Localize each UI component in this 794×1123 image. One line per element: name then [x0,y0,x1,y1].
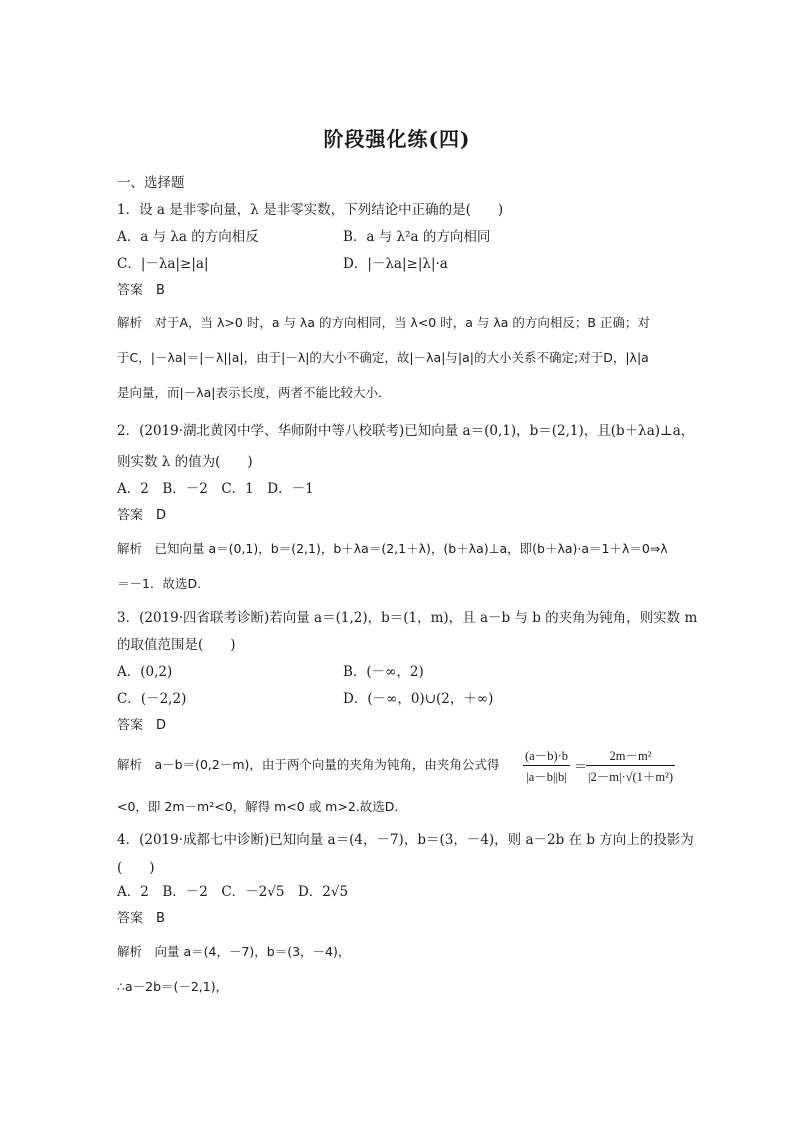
q2-stem-line1: 2．(2019·湖北黄冈中学、华师附中等八校联考)已知向量 a＝(0,1)，b＝(2,1)，且(b＋λa)⊥a， [117,423,695,439]
q4-solution-line2: ∴a－2b＝(－2,1)， [117,979,229,994]
q3-fraction-right [586,746,675,785]
q3-fraction-left-denominator: |a－b||b| [526,770,567,784]
q3-stem-line2: 的取值范围是( ) [117,637,236,653]
q1-solution-line1: 解析 对于A，当 λ>0 时，a 与 λa 的方向相同，当 λ<0 时，a 与 λa 的方向相反；B 正确；对 [117,315,650,330]
q1-option-d: D．|－λa|≥|λ|·a [343,256,448,272]
q3-answer: 答案 D [117,718,167,733]
q1-option-c: C．|－λa|≥|a| [117,256,209,272]
q1-stem: 1．设 a 是非零向量，λ 是非零实数，下列结论中正确的是( ) [117,202,504,218]
fraction-bar [586,765,675,766]
q4-solution-line1: 解析 向量 a＝(4，－7)，b＝(3，－4)， [117,944,351,959]
q1-solution-line2: 于C，|－λa|＝|－λ||a|，由于|－λ|的大小不确定，故|－λa|与|a|的大小关系不确定;对于D，|λ|a [117,350,649,365]
q4-stem-line1: 4．(2019·成都七中诊断)已知向量 a＝(4，－7)，b＝(3，－4)，则 a－2b 在 b 方向上的投影为 [117,832,694,848]
q1-option-a: A．a 与 λa 的方向相反 [117,229,259,245]
q3-solution-line1: 解析 a－b＝(0,2－m)，由于两个向量的夹角为钝角，由夹角公式得 [117,757,500,772]
q2-solution-line2: ＝－1．故选D. [117,576,202,591]
q3-equals-sign: ＝ [574,760,588,775]
q3-option-c: C．(－2,2) [117,691,187,707]
fraction-bar [523,765,570,766]
q3-stem-line1: 3．(2019·四省联考诊断)若向量 a＝(1,2)，b＝(1，m)，且 a－b 与 b 的夹角为钝角，则实数 m [117,610,698,626]
q2-options: A．2 B．－2 C．1 D．－1 [117,481,314,497]
q4-options: A．2 B．－2 C．－2√5 D．2√5 [117,884,349,900]
q3-solution-line2: <0，即 2m－m²<0，解得 m<0 或 m>2.故选D. [117,799,399,814]
q1-option-b: B．a 与 λ²a 的方向相同 [343,229,491,245]
q3-fraction-left-numerator: (a－b)·b [525,749,569,763]
q1-answer: 答案 B [117,283,165,298]
q3-option-d: D．(－∞，0)∪(2，＋∞) [343,691,494,707]
q3-fraction-left [523,746,570,785]
q2-stem-line2: 则实数 λ 的值为( ) [117,454,253,470]
q2-solution-line1: 解析 已知向量 a＝(0,1)，b＝(2,1)，b＋λa＝(2,1＋λ)，(b＋λa)⊥a，即(b＋λa)·a＝1＋λ＝0⇒λ [117,541,668,556]
q1-solution-line3: 是向量，而|－λa|表示长度，两者不能比较大小． [117,385,391,400]
page-title: 阶段强化练(四) [323,127,471,151]
q4-answer: 答案 B [117,911,165,926]
section-heading: 一、选择题 [117,175,185,191]
q3-fraction-right-denominator: |2－m|·√(1＋m²) [588,770,674,784]
q3-option-b: B．(－∞，2) [343,664,424,680]
q3-fraction-right-numerator: 2m－m² [609,749,652,763]
q2-answer: 答案 D [117,508,167,523]
q4-stem-line2: ( ) [117,860,155,876]
q3-option-a: A．(0,2) [117,664,173,680]
